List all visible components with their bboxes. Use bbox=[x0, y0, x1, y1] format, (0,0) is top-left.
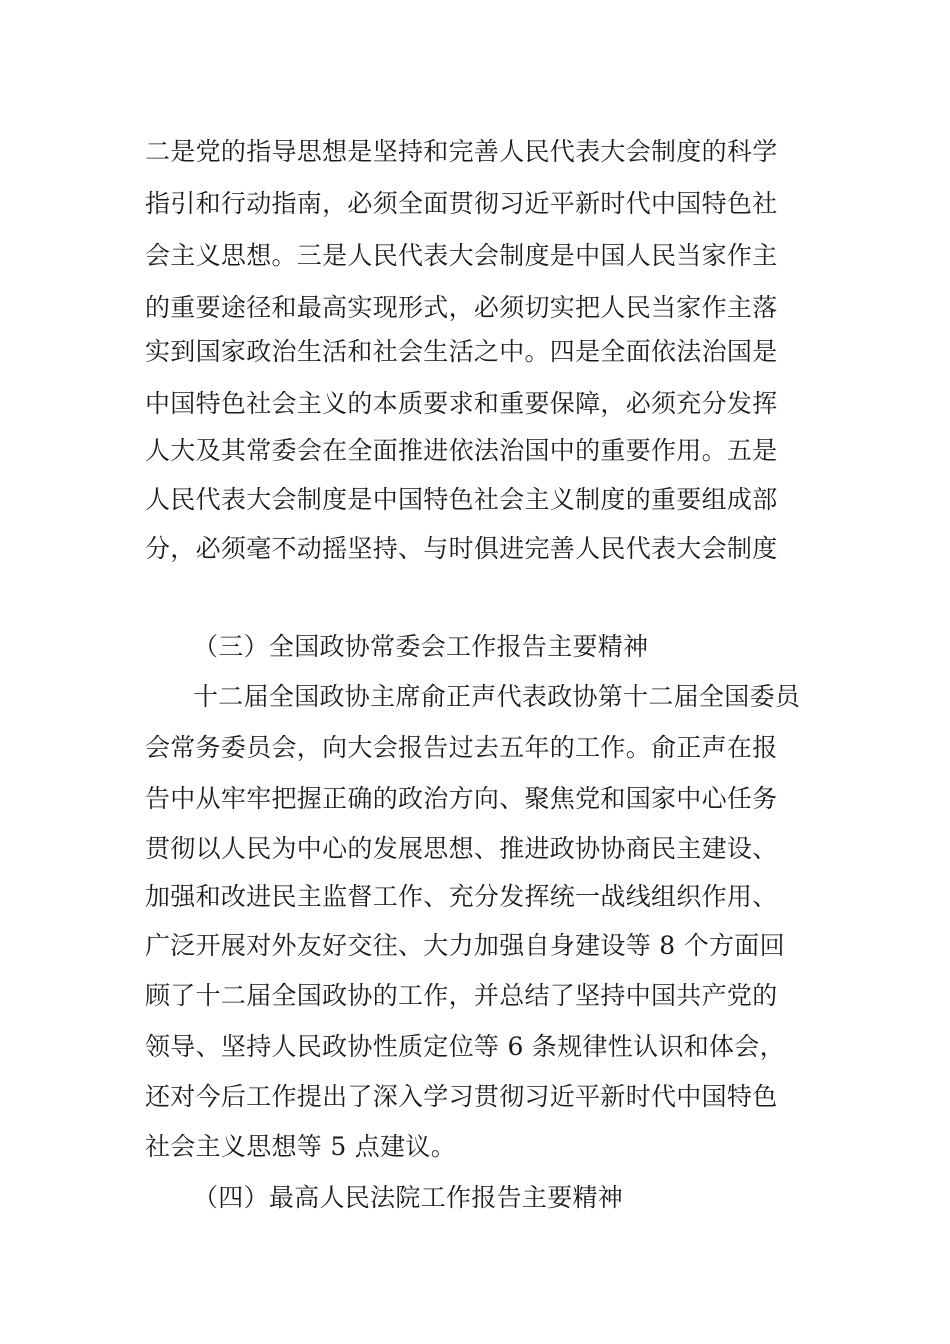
paragraph-line: 指引和行动指南，必须全面贯彻习近平新时代中国特色社 bbox=[145, 189, 778, 218]
paragraph-line: 人民代表大会制度是中国特色社会主义制度的重要组成部 bbox=[145, 485, 778, 514]
paragraph-line: 人大及其常委会在全面推进依法治国中的重要作用。五是 bbox=[145, 436, 778, 465]
paragraph-line: 还对今后工作提出了深入学习贯彻习近平新时代中国特色 bbox=[145, 1082, 778, 1111]
paragraph-line: 二是党的指导思想是坚持和完善人民代表大会制度的科学 bbox=[145, 137, 778, 166]
section-heading-3: （三）全国政协常委会工作报告主要精神 bbox=[193, 632, 649, 661]
paragraph-line: 会常务委员会，向大会报告过去五年的工作。俞正声在报 bbox=[145, 733, 778, 762]
paragraph-line: 广泛开展对外友好交往、大力加强自身建设等 8 个方面回 bbox=[145, 931, 785, 960]
paragraph-line: 实到国家政治生活和社会生活之中。四是全面依法治国是 bbox=[145, 337, 778, 366]
section-heading-4: （四）最高人民法院工作报告主要精神 bbox=[193, 1183, 624, 1212]
paragraph-line: 贯彻以人民为中心的发展思想、推进政协协商民主建设、 bbox=[145, 834, 778, 863]
paragraph-line: 领导、坚持人民政协性质定位等 6 条规律性认识和体会， bbox=[145, 1032, 785, 1061]
paragraph-line: 会主义思想。三是人民代表大会制度是中国人民当家作主 bbox=[145, 241, 778, 270]
paragraph-line: 的重要途径和最高实现形式，必须切实把人民当家作主落 bbox=[145, 293, 778, 322]
paragraph-line: 加强和改进民主监督工作、充分发挥统一战线组织作用、 bbox=[145, 882, 778, 911]
paragraph-line: 分，必须毫不动摇坚持、与时俱进完善人民代表大会制度 bbox=[145, 534, 778, 563]
paragraph-line: 社会主义思想等 5 点建议。 bbox=[145, 1132, 457, 1161]
paragraph-line: 顾了十二届全国政协的工作，并总结了坚持中国共产党的 bbox=[145, 981, 778, 1010]
paragraph-line: 十二届全国政协主席俞正声代表政协第十二届全国委员 bbox=[193, 682, 801, 711]
paragraph-line: 中国特色社会主义的本质要求和重要保障，必须充分发挥 bbox=[145, 389, 778, 418]
paragraph-line: 告中从牢牢把握正确的政治方向、聚焦党和国家中心任务 bbox=[145, 784, 778, 813]
